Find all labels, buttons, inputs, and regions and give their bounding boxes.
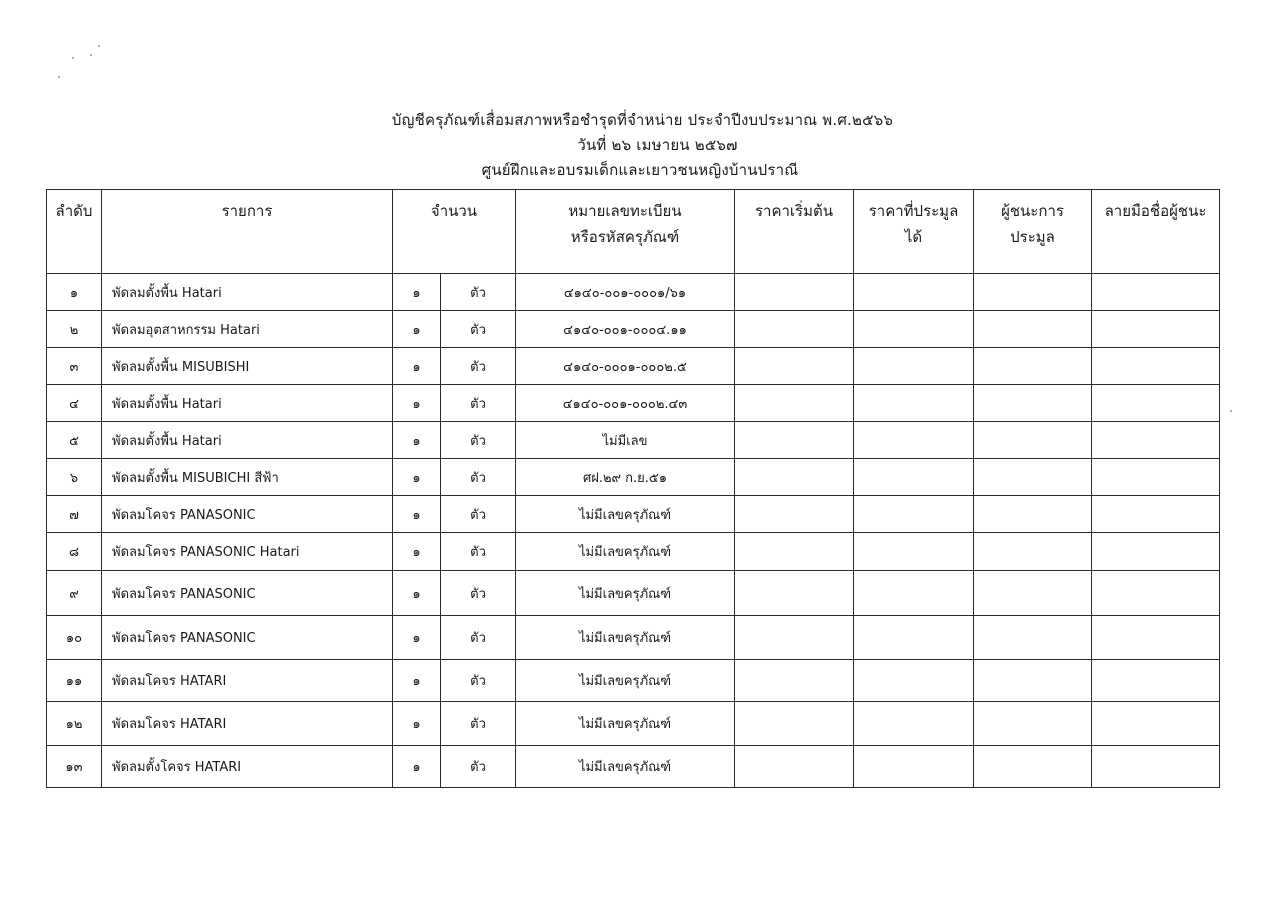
row-quantity: ๑ (393, 459, 441, 496)
row-number: ๖ (47, 459, 102, 496)
table-row (47, 616, 1220, 660)
row-number: ๑๓ (47, 746, 102, 788)
row-quantity: ๑ (393, 533, 441, 571)
header-auction-price-line1: ราคาที่ประมูล (868, 202, 959, 220)
row-number: ๑ (47, 274, 102, 311)
row-quantity: ๑ (393, 422, 441, 459)
table-row (47, 571, 1220, 616)
row-quantity: ๑ (393, 616, 441, 660)
row-quantity: ๑ (393, 702, 441, 746)
row-signature (1092, 422, 1220, 459)
header-code (516, 190, 735, 274)
row-auction-price (854, 274, 974, 311)
row-quantity: ๑ (393, 660, 441, 702)
row-quantity: ๑ (393, 385, 441, 422)
row-auction-price (854, 348, 974, 385)
row-auction-price (854, 571, 974, 616)
row-winner (974, 533, 1092, 571)
row-unit: ตัว (441, 496, 516, 533)
row-signature (1092, 616, 1220, 660)
row-code: ไม่มีเลขครุภัณฑ์ (516, 702, 735, 746)
row-winner (974, 746, 1092, 788)
row-number: ๓ (47, 348, 102, 385)
row-item: พัดลมตั้งพื้น Hatari (102, 274, 393, 311)
header-winner (974, 190, 1092, 274)
row-number: ๔ (47, 385, 102, 422)
row-winner (974, 459, 1092, 496)
header-item: รายการ (102, 190, 393, 274)
row-number: ๙ (47, 571, 102, 616)
row-unit: ตัว (441, 422, 516, 459)
scan-speck (72, 57, 74, 59)
row-start-price (735, 422, 854, 459)
row-winner (974, 496, 1092, 533)
row-number: ๒ (47, 311, 102, 348)
table-row (47, 459, 1220, 496)
row-unit: ตัว (441, 571, 516, 616)
row-auction-price (854, 385, 974, 422)
table-row (47, 496, 1220, 533)
row-code: ไม่มีเลข (516, 422, 735, 459)
row-item: พัดลมโคจร HATARI (102, 660, 393, 702)
row-number: ๗ (47, 496, 102, 533)
document-header (0, 108, 1280, 183)
row-signature (1092, 311, 1220, 348)
row-code: ๔๑๔๐-๐๐๑-๐๐๐๑/๖๑ (516, 274, 735, 311)
row-quantity: ๑ (393, 274, 441, 311)
row-signature (1092, 385, 1220, 422)
row-auction-price (854, 422, 974, 459)
row-winner (974, 702, 1092, 746)
table-row (47, 746, 1220, 788)
row-auction-price (854, 746, 974, 788)
table-row (47, 274, 1220, 311)
row-number: ๕ (47, 422, 102, 459)
row-signature (1092, 660, 1220, 702)
row-auction-price (854, 459, 974, 496)
row-unit: ตัว (441, 746, 516, 788)
row-start-price (735, 459, 854, 496)
row-auction-price (854, 311, 974, 348)
row-code: ไม่มีเลขครุภัณฑ์ (516, 496, 735, 533)
row-unit: ตัว (441, 702, 516, 746)
row-code: ศฝ.๒๙ ก.ย.๕๑ (516, 459, 735, 496)
row-start-price (735, 348, 854, 385)
table-row (47, 660, 1220, 702)
asset-disposal-table (46, 189, 1220, 788)
header-signature: ลายมือชื่อผู้ชนะ (1092, 190, 1220, 274)
row-start-price (735, 746, 854, 788)
row-code: ไม่มีเลขครุภัณฑ์ (516, 616, 735, 660)
header-auction-price-line2: ได้ (904, 228, 923, 246)
row-item: พัดลมตั้งพื้น MISUBISHI (102, 348, 393, 385)
row-unit: ตัว (441, 616, 516, 660)
row-start-price (735, 616, 854, 660)
row-code: ไม่มีเลขครุภัณฑ์ (516, 746, 735, 788)
row-unit: ตัว (441, 660, 516, 702)
row-quantity: ๑ (393, 311, 441, 348)
row-auction-price (854, 533, 974, 571)
row-unit: ตัว (441, 459, 516, 496)
row-signature (1092, 746, 1220, 788)
row-unit: ตัว (441, 274, 516, 311)
row-number: ๑๐ (47, 616, 102, 660)
header-start-price: ราคาเริ่มต้น (735, 190, 854, 274)
row-code: ๔๑๔๐-๐๐๑-๐๐๐๒.๔๓ (516, 385, 735, 422)
row-code: ๔๑๔๐-๐๐๑-๐๐๐๔.๑๑ (516, 311, 735, 348)
row-winner (974, 385, 1092, 422)
header-code-line2: หรือรหัสครุภัณฑ์ (570, 228, 680, 246)
row-start-price (735, 496, 854, 533)
row-auction-price (854, 702, 974, 746)
row-start-price (735, 385, 854, 422)
row-winner (974, 311, 1092, 348)
document-date: วันที่ ๒๖ เมษายน ๒๕๖๗ (577, 136, 738, 154)
row-item: พัดลมโคจร PANASONIC (102, 496, 393, 533)
row-signature (1092, 571, 1220, 616)
table-row (47, 311, 1220, 348)
organization-name: ศูนย์ฝึกและอบรมเด็กและเยาวชนหญิงบ้านปราณี (481, 161, 799, 179)
row-code: ๔๑๔๐-๐๐๐๑-๐๐๐๒.๕ (516, 348, 735, 385)
table-row (47, 422, 1220, 459)
row-start-price (735, 660, 854, 702)
row-item: พัดลมตั้งพื้น Hatari (102, 422, 393, 459)
row-unit: ตัว (441, 533, 516, 571)
row-start-price (735, 274, 854, 311)
header-order: ลำดับ (47, 190, 102, 274)
row-item: พัดลมโคจร PANASONIC (102, 571, 393, 616)
row-number: ๑๒ (47, 702, 102, 746)
row-winner (974, 348, 1092, 385)
document-title: บัญชีครุภัณฑ์เสื่อมสภาพหรือชำรุดที่จำหน่าย ประจำปีงบประมาณ พ.ศ.๒๕๖๖ (391, 111, 894, 129)
row-code: ไม่มีเลขครุภัณฑ์ (516, 660, 735, 702)
row-signature (1092, 348, 1220, 385)
row-unit: ตัว (441, 348, 516, 385)
row-winner (974, 422, 1092, 459)
row-code: ไม่มีเลขครุภัณฑ์ (516, 571, 735, 616)
row-unit: ตัว (441, 311, 516, 348)
header-winner-line2: ประมูล (1010, 228, 1055, 246)
row-signature (1092, 533, 1220, 571)
row-quantity: ๑ (393, 496, 441, 533)
row-winner (974, 660, 1092, 702)
row-item: พัดลมโคจร PANASONIC (102, 616, 393, 660)
row-item: พัดลมตั้งโคจร HATARI (102, 746, 393, 788)
row-start-price (735, 311, 854, 348)
table-row (47, 385, 1220, 422)
row-auction-price (854, 660, 974, 702)
header-code-line1: หมายเลขทะเบียน (568, 202, 682, 220)
scan-speck (58, 76, 60, 78)
scan-speck (98, 45, 100, 47)
row-signature (1092, 702, 1220, 746)
table-row (47, 702, 1220, 746)
row-quantity: ๑ (393, 746, 441, 788)
row-winner (974, 616, 1092, 660)
row-number: ๑๑ (47, 660, 102, 702)
scan-speck (90, 54, 92, 56)
row-start-price (735, 533, 854, 571)
row-signature (1092, 496, 1220, 533)
row-number: ๘ (47, 533, 102, 571)
row-start-price (735, 702, 854, 746)
row-signature (1092, 274, 1220, 311)
header-auction-price (854, 190, 974, 274)
row-winner (974, 274, 1092, 311)
table-header-row (47, 190, 1220, 274)
table-row (47, 533, 1220, 571)
header-winner-line1: ผู้ชนะการ (1001, 202, 1064, 220)
row-item: พัดลมโคจร HATARI (102, 702, 393, 746)
row-quantity: ๑ (393, 571, 441, 616)
row-item: พัดลมโคจร PANASONIC Hatari (102, 533, 393, 571)
row-unit: ตัว (441, 385, 516, 422)
scan-speck (1230, 410, 1232, 412)
row-auction-price (854, 616, 974, 660)
row-start-price (735, 571, 854, 616)
row-signature (1092, 459, 1220, 496)
row-item: พัดลมอุตสาหกรรม Hatari (102, 311, 393, 348)
row-quantity: ๑ (393, 348, 441, 385)
row-auction-price (854, 496, 974, 533)
row-code: ไม่มีเลขครุภัณฑ์ (516, 533, 735, 571)
row-winner (974, 571, 1092, 616)
row-item: พัดลมตั้งพื้น Hatari (102, 385, 393, 422)
table-row (47, 348, 1220, 385)
row-item: พัดลมตั้งพื้น MISUBICHI สีฟ้า (102, 459, 393, 496)
header-quantity: จำนวน (393, 190, 516, 274)
